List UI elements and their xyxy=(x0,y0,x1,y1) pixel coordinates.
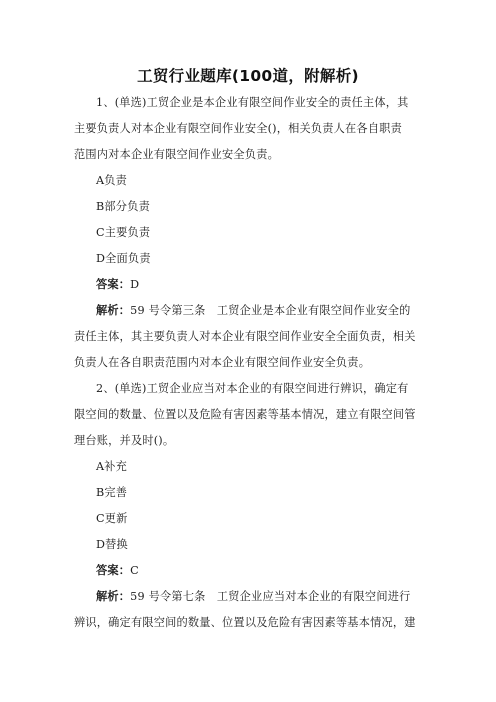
question-1-text-line-1: 1、(单选)工贸企业是本企业有限空间作业安全的责任主体，其 xyxy=(96,96,409,109)
explanation-label: 解析： xyxy=(96,590,131,603)
question-2-explanation-line-2: 辨识，确定有限空间的数量、位置以及危险有害因素等基本情况，建 xyxy=(74,616,416,629)
question-2-answer xyxy=(96,562,139,578)
answer-label: 答案： xyxy=(96,278,131,291)
question-1-option-d: D全面负责 xyxy=(96,252,151,265)
question-2-option-d: D替换 xyxy=(96,538,128,551)
explanation-text: 59 号令第七条 工贸企业应当对本企业的有限空间进行 xyxy=(130,590,411,603)
question-2-text-line-2: 限空间的数量、位置以及危险有害因素等基本情况，建立有限空间管 xyxy=(74,408,416,421)
question-2-option-c: C更新 xyxy=(96,512,128,525)
question-2-text-line-3: 理台账，并及时()。 xyxy=(74,434,175,447)
question-2-explanation-line-1 xyxy=(96,588,410,604)
question-1-explanation-line-2: 责任主体，其主要负责人对本企业有限空间作业安全全面负责，相关 xyxy=(74,330,416,343)
question-1-explanation-line-1 xyxy=(96,302,410,318)
question-2-option-a: A补充 xyxy=(96,460,128,473)
explanation-label: 解析： xyxy=(96,304,131,317)
question-1-explanation-line-3: 负责人在各自职责范围内对本企业有限空间作业安全负责。 xyxy=(74,356,371,369)
document-title: 工贸行业题库(100道，附解析) xyxy=(137,67,359,85)
question-1-answer xyxy=(96,276,139,292)
question-2-text-line-1: 2、(单选)工贸企业应当对本企业的有限空间进行辨识，确定有 xyxy=(96,382,409,395)
answer-value: D xyxy=(130,278,140,291)
answer-label: 答案： xyxy=(96,564,131,577)
answer-value: C xyxy=(130,564,139,577)
question-2-option-b: B完善 xyxy=(96,486,128,499)
question-1-option-b: B部分负责 xyxy=(96,200,150,213)
explanation-text: 59 号令第三条 工贸企业是本企业有限空间作业安全的 xyxy=(130,304,411,317)
question-1-option-c: C主要负责 xyxy=(96,226,151,239)
question-1-option-a: A负责 xyxy=(96,174,128,187)
question-1-text-line-3: 范围内对本企业有限空间作业安全负责。 xyxy=(74,148,279,161)
question-1-text-line-2: 主要负责人对本企业有限空间作业安全()，相关负责人在各自职责 xyxy=(74,122,402,135)
